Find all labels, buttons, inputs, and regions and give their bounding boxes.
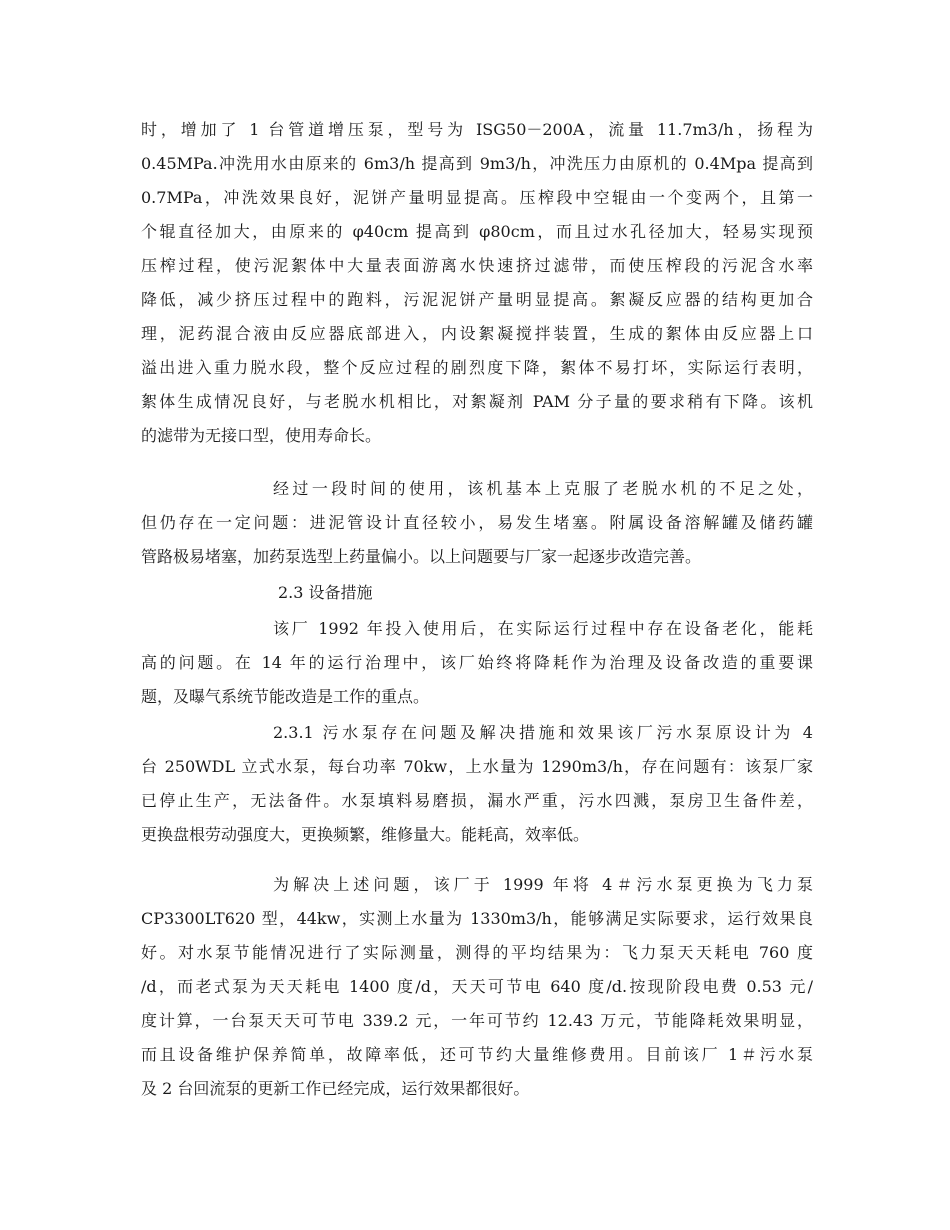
- text-line: 题，及曝气系统节能改造是工作的重点。: [141, 687, 430, 706]
- text-line: 台 250WDL 立式水泵，每台功率 70kw，上水量为 1290m3/h，存在问题有：该泵厂家: [141, 757, 813, 776]
- text-line: 的滤带为无接口型，使用寿命长。: [141, 426, 382, 445]
- text-line: 管路极易堵塞，加药泵选型上药量偏小。以上问题要与厂家一起逐步改造完善。: [141, 547, 702, 566]
- text-line: 0.7MPa，冲洗效果良好，泥饼产量明显提高。压榨段中空辊由一个变两个，且第一: [141, 188, 813, 207]
- text-line: 溢出进入重力脱水段，整个反应过程的剧烈度下降，絮体不易打坏，实际运行表明，: [141, 358, 813, 377]
- text-line: 为解决上述问题，该厂于 1999 年将 4＃污水泵更换为飞力泵: [273, 875, 813, 894]
- text-line: 絮体生成情况良好，与老脱水机相比，对絮凝剂 PAM 分子量的要求稍有下降。该机: [141, 392, 813, 411]
- text-line: 理，泥药混合液由反应器底部进入，内设絮凝搅拌装置，生成的絮体由反应器上口: [141, 324, 813, 343]
- text-line: 但仍存在一定问题：进泥管设计直径较小，易发生堵塞。附属设备溶解罐及储药罐: [141, 513, 813, 532]
- text-line: 降低，减少挤压过程中的跑料，污泥泥饼产量明显提高。絮凝反应器的结构更加合: [141, 290, 813, 309]
- text-line: CP3300LT620 型，44kw，实测上水量为 1330m3/h，能够满足实际要求，运行效果良: [141, 909, 813, 928]
- text-line: 2.3.1 污水泵存在问题及解决措施和效果该厂污水泵原设计为 4: [273, 723, 813, 742]
- text-line: 高的问题。在 14 年的运行治理中，该厂始终将降耗作为治理及设备改造的重要课: [141, 653, 813, 672]
- text-line: 已停止生产，无法备件。水泵填料易磨损，漏水严重，污水四溅，泵房卫生备件差，: [141, 791, 813, 810]
- text-line: 个辊直径加大，由原来的 φ40cm 提高到 φ80cm，而且过水孔径加大，轻易实现预: [141, 222, 813, 241]
- text-line: 该厂 1992 年投入使用后，在实际运行过程中存在设备老化，能耗: [273, 619, 813, 638]
- text-line: 度计算，一台泵天天可节电 339.2 元，一年可节约 12.43 万元，节能降耗效果明显，: [141, 1011, 813, 1030]
- text-line: 0.45MPa.冲洗用水由原来的 6m3/h 提高到 9m3/h，冲洗压力由原机的 0.4Mpa 提高到: [141, 154, 813, 173]
- text-line: /d，而老式泵为天天耗电 1400 度/d，天天可节电 640 度/d.按现阶段电费 0.53 元/: [141, 977, 813, 996]
- text-line: 及 2 台回流泵的更新工作已经完成，运行效果都很好。: [141, 1079, 530, 1098]
- section-heading: 2.3 设备措施: [278, 583, 373, 602]
- text-line: 压榨过程，使污泥絮体中大量表面游离水快速挤过滤带，而使压榨段的污泥含水率: [141, 256, 813, 275]
- text-line: 更换盘根劳动强度大，更换频繁，维修量大。能耗高，效率低。: [141, 825, 590, 844]
- text-line: 而且设备维护保养简单，故障率低，还可节约大量维修费用。目前该厂 1＃污水泵: [141, 1045, 813, 1064]
- text-line: 时，增加了 1 台管道增压泵，型号为 ISG50－200A，流量 11.7m3/h，扬程为: [141, 120, 813, 139]
- text-line: 好。对水泵节能情况进行了实际测量，测得的平均结果为：飞力泵天天耗电 760 度: [141, 943, 813, 962]
- text-line: 经过一段时间的使用，该机基本上克服了老脱水机的不足之处，: [273, 479, 813, 498]
